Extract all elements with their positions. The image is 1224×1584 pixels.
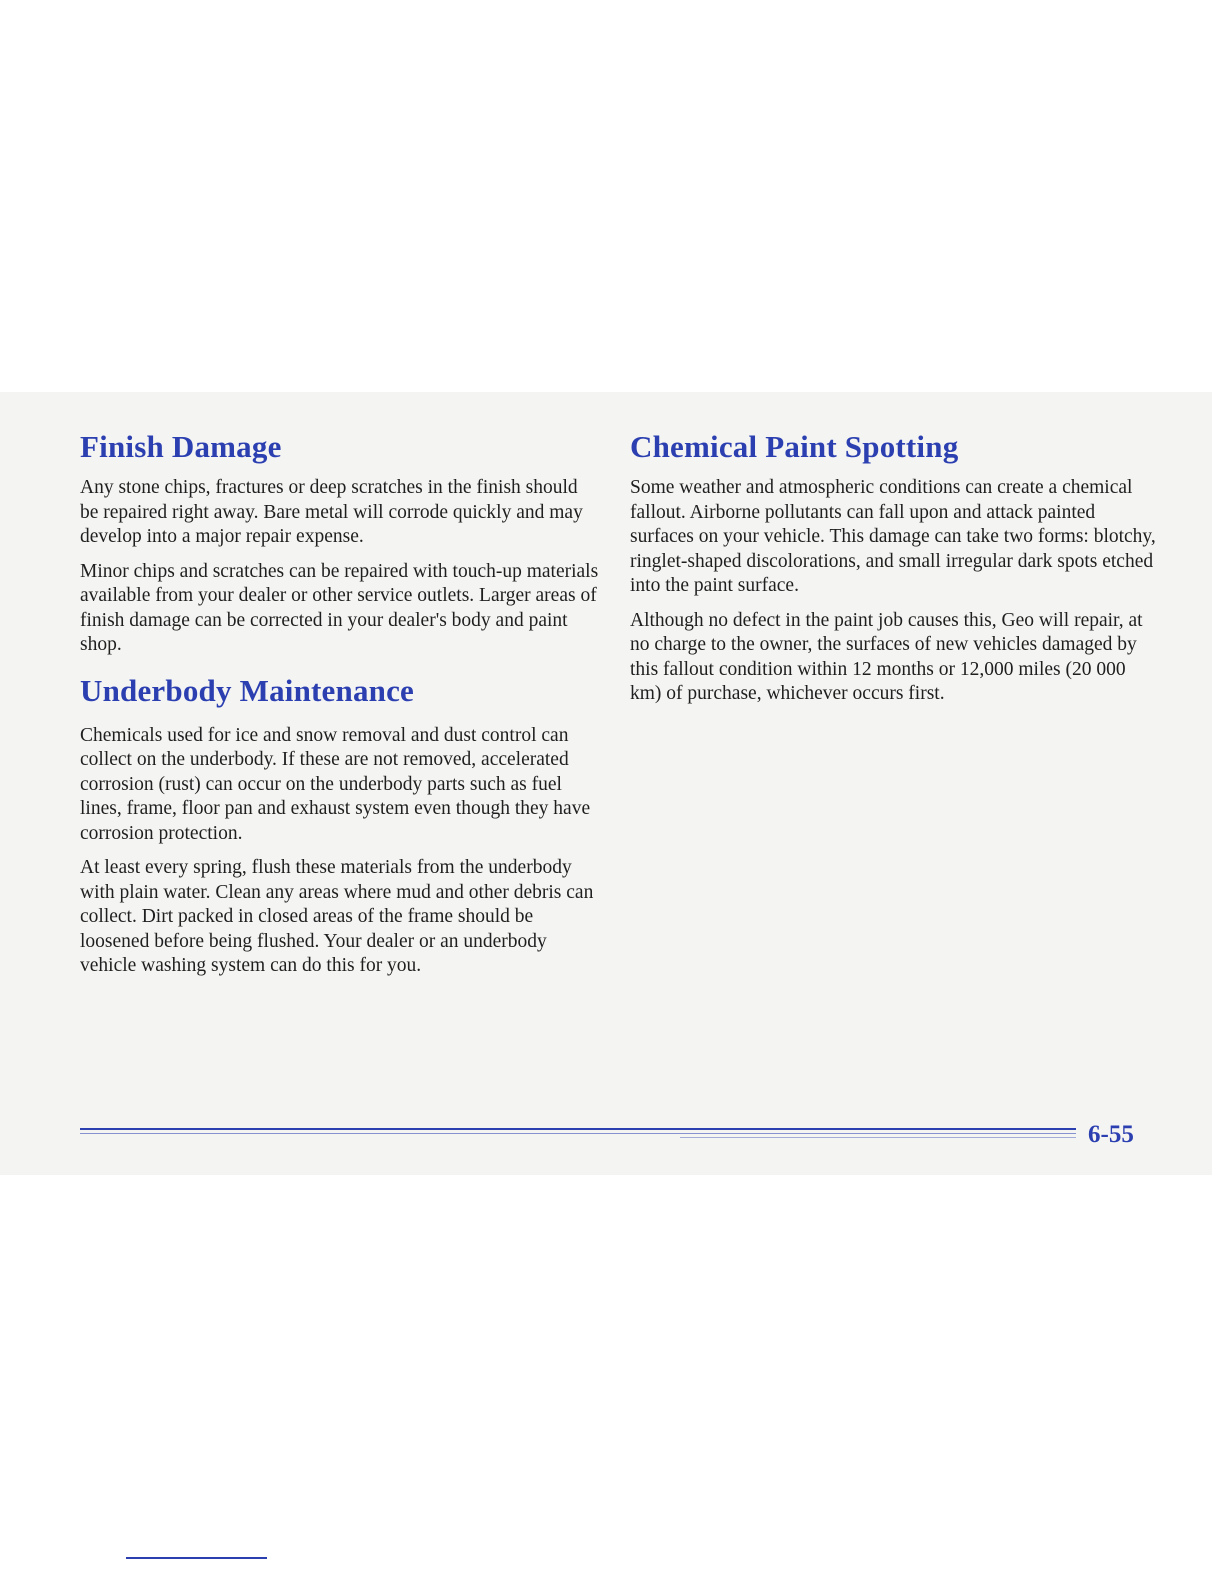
paragraph-finish-damage-2: Minor chips and scratches can be repaired with touch-up materials available from your dealer or other service outlets. Larger areas of finish damage can be corrected in your dealer's body and paint shop. [80, 560, 599, 655]
footer-rule-line-top [80, 1128, 1076, 1130]
bottom-link-underline [126, 1557, 267, 1559]
heading-finish-damage: Finish Damage [80, 429, 282, 464]
paragraph-finish-damage-1: Any stone chips, fractures or deep scratches in the finish should be repaired right away. Bare metal will corrode quickly and may develop into a major repair expense. [80, 477, 583, 547]
footer-rule-line-middle [80, 1133, 1076, 1134]
left-column [80, 428, 600, 989]
paragraph-underbody-1: Chemicals used for ice and snow removal and dust control can collect on the underbody. If these are not removed, accelerated corrosion (rust) can occur on the underbody parts such as fuel lines, frame, floor pan and exhaust system even though they have corrosion protection. [80, 724, 591, 844]
paragraph-chemical-2: Although no defect in the paint job causes this, Geo will repair, at no charge to the owner, the surfaces of new vehicles damaged by this fallout condition within 12 months or 12,000 miles (20 000 km) of purchase, whichever occurs first. [630, 609, 1143, 704]
footer-rule [80, 1128, 1076, 1148]
heading-chemical-paint-spotting: Chemical Paint Spotting [630, 429, 959, 464]
paragraph-chemical-1: Some weather and atmospheric conditions can create a chemical fallout. Airborne pollutants can fall upon and attack painted surfaces on your vehicle. This damage can take two forms: blotchy, ringlet-shaped discolorations, and small irregular dark spots etched into the paint surface. [630, 477, 1156, 596]
right-column [630, 428, 1160, 717]
page-number: 6-55 [1088, 1121, 1134, 1148]
paragraph-underbody-2: At least every spring, flush these materials from the underbody with plain water. Clean any areas where mud and other debris can collect. Dirt packed in closed areas of the frame should be loosened before being flushed. Your dealer or an underbody vehicle washing system can do this for you. [80, 857, 594, 976]
footer-rule-line-bottom [680, 1137, 1076, 1138]
heading-underbody-maintenance: Underbody Maintenance [80, 672, 415, 708]
